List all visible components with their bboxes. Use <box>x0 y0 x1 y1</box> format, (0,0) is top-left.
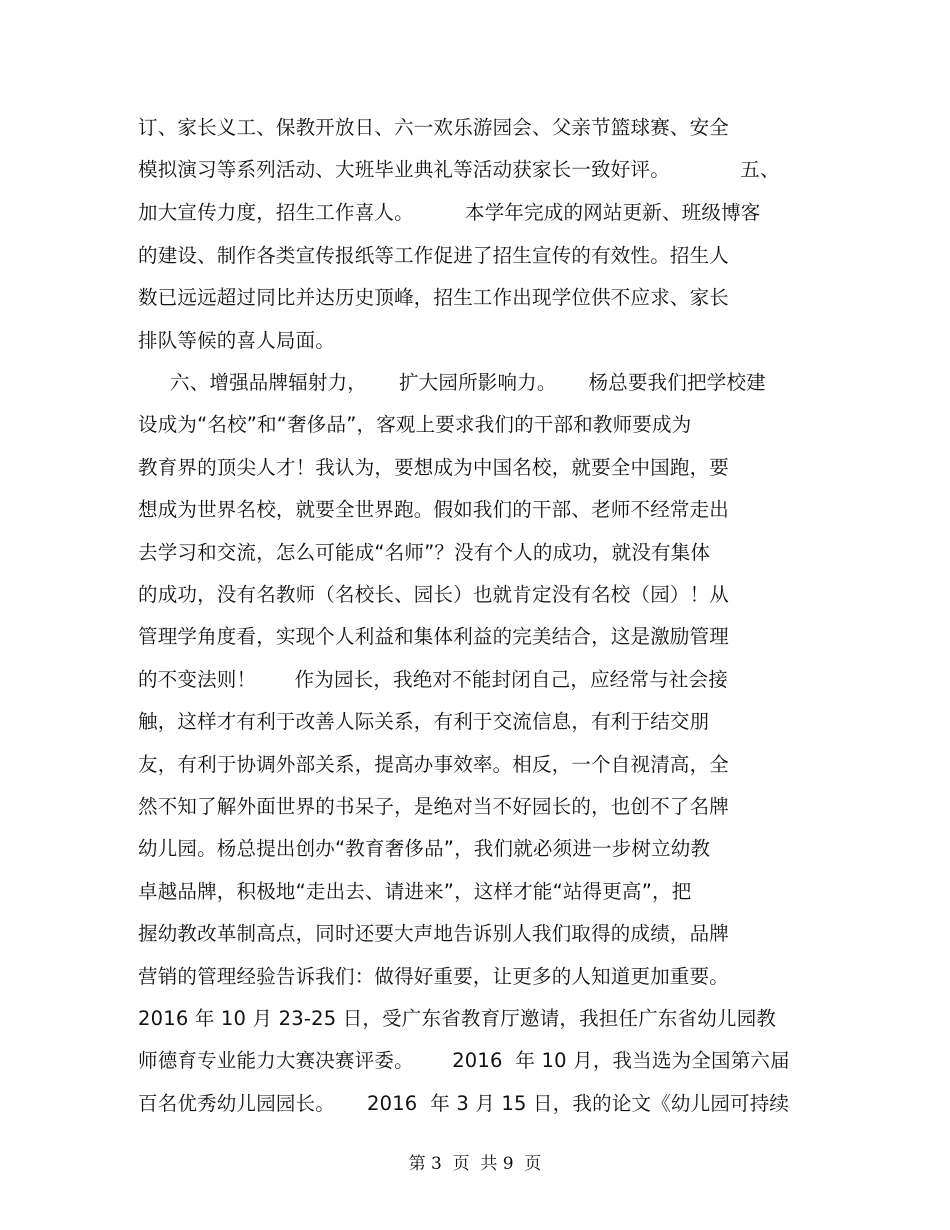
text-line: 友，有利于协调外部关系，提高办事效率。相反，一个自视清高，全 <box>138 753 730 776</box>
text-line: 幼儿园。杨总提出创办“教育奢侈品”，我们就必须进一步树立幼教 <box>138 837 711 860</box>
text-line: 设成为“名校”和“奢侈品”，客观上要求我们的干部和教师要成为 <box>138 413 692 436</box>
page-number-footer: 第 3 页 共 9 页 <box>408 1154 542 1174</box>
text-line: 管理学角度看，实现个人利益和集体利益的完美结合，这是激励管理 <box>138 625 730 648</box>
text-line: 教育界的顶尖人才！我认为，要想成为中国名校，就要全中国跑，要 <box>138 456 730 479</box>
text-line: 握幼教改革制高点，同时还要大声地告诉别人我们取得的成绩，品牌 <box>138 922 730 945</box>
text-line: 触，这样才有利于改善人际关系，有利于交流信息，有利于结交朋 <box>138 710 710 733</box>
text-line: 的建设、制作各类宣传报纸等工作促进了招生宣传的有效性。招生人 <box>138 244 730 267</box>
text-line: 加大宣传力度，招生工作喜人。 本学年完成的网站更新、班级博客 <box>138 201 761 224</box>
text-line: 2016 年 10 月 23-25 日，受广东省教育厅邀请，我担任广东省幼儿园教 <box>138 1007 777 1030</box>
text-line: 模拟演习等系列活动、大班毕业典礼等活动获家长一致好评。 五、 <box>138 158 780 181</box>
text-line: 排队等候的喜人局面。 <box>138 329 336 352</box>
text-line: 数已远远超过同比并达历史顶峰，招生工作出现学位供不应求、家长 <box>138 286 730 309</box>
text-line: 然不知了解外面世界的书呆子，是绝对当不好园长的，也创不了名牌 <box>138 795 730 818</box>
text-line: 百名优秀幼儿园园长。 2016 年 3 月 15 日，我的论文《幼儿园可持续 <box>138 1092 790 1115</box>
text-line: 的成功，没有名教师（名校长、园长）也就肯定没有名校（园）！从 <box>138 583 730 606</box>
text-line: 想成为世界名校，就要全世界跑。假如我们的干部、老师不经常走出 <box>138 498 730 521</box>
text-line: 师德育专业能力大赛决赛评委。 2016 年 10 月，我当选为全国第六届 <box>138 1049 790 1072</box>
text-line: 订、家长义工、保教开放日、六一欢乐游园会、父亲节篮球赛、安全 <box>138 116 730 139</box>
text-line: 卓越品牌，积极地“走出去、请进来”，这样才能“站得更高”，把 <box>138 880 692 903</box>
text-line: 六、增强品牌辐射力， 扩大园所影响力。 杨总要我们把学校建 <box>138 371 766 394</box>
text-line: 去学习和交流，怎么可能成“名师”？没有个人的成功，就没有集体 <box>138 541 711 564</box>
text-line: 营销的管理经验告诉我们：做得好重要，让更多的人知道更加重要。 <box>138 965 730 988</box>
text-line: 的不变法则！ 作为园长，我绝对不能封闭自己，应经常与社会接 <box>138 668 728 691</box>
